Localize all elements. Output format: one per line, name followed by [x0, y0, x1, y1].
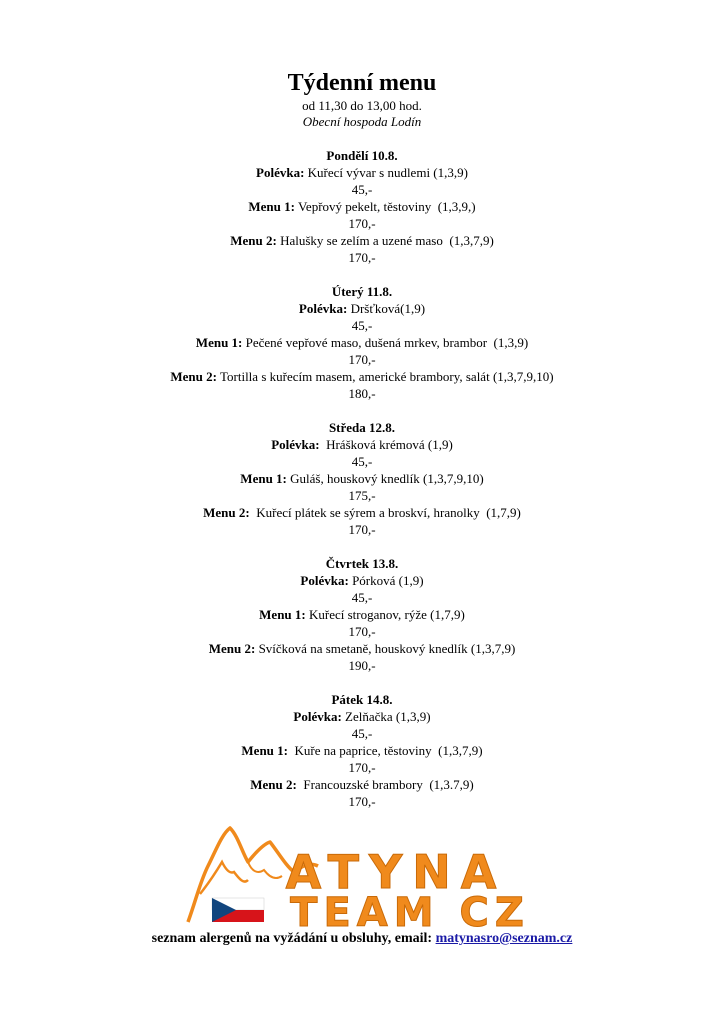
menu1-price: 170,- [348, 760, 376, 775]
matyna-team-logo [186, 822, 566, 932]
footer-note [0, 930, 724, 948]
day-block [0, 555, 724, 674]
menu1-dish: Pečené vepřové maso, dušená mrkev, brambor (1,3,9) [242, 335, 529, 350]
venue-name: Obecní hospoda Lodín [302, 114, 422, 129]
menu2-dish: Kuřecí plátek se sýrem a broskví, hranolky (1,7,9) [249, 505, 521, 520]
menu2-label: Menu 2: [170, 369, 217, 384]
soup-line [0, 436, 724, 453]
menu1-dish: Kuře na paprice, těstoviny (1,3,7,9) [288, 743, 483, 758]
menu2-dish: Francouzské brambory (1,3.7,9) [296, 777, 474, 792]
page-title: Týdenní menu [287, 70, 437, 96]
soup-price: 45,- [351, 590, 373, 605]
menu2-dish: Tortilla s kuřecím masem, americké brambory, salát (1,3,7,9,10) [216, 369, 554, 384]
day-block [0, 419, 724, 538]
day-name: Úterý 11.8. [331, 284, 393, 299]
soup-price: 45,- [351, 454, 373, 469]
soup-line [0, 708, 724, 725]
header [0, 68, 724, 130]
soup-dish: Hrášková krémová (1,9) [319, 437, 453, 452]
day-name: Pondělí 10.8. [326, 148, 398, 163]
mountain-ridge-icon [248, 862, 282, 878]
menu1-line [0, 198, 724, 215]
menu2-label: Menu 2: [208, 641, 256, 656]
menu1-line [0, 470, 724, 487]
menu2-line [0, 232, 724, 249]
menu1-dish: Guláš, houskový knedlík (1,3,7,9,10) [286, 471, 484, 486]
soup-line [0, 572, 724, 589]
soup-dish: Dršťková(1,9) [347, 301, 426, 316]
soup-dish: Pórková (1,9) [348, 573, 424, 588]
allergen-note: seznam alergenů na vyžádání u obsluhy, email: [151, 931, 436, 946]
czech-flag-icon [212, 898, 264, 922]
day-name: Čtvrtek 13.8. [325, 556, 399, 571]
menu2-dish: Svíčková na smetaně, houskový knedlík (1,3,7,9) [255, 641, 516, 656]
soup-price: 45,- [351, 318, 373, 333]
menu1-line [0, 334, 724, 351]
soup-dish: Zelňačka (1,3,9) [341, 709, 431, 724]
menu2-line [0, 776, 724, 793]
logo-text-line1: ATYNA [285, 845, 507, 899]
soup-line [0, 164, 724, 181]
menu2-price: 180,- [348, 386, 376, 401]
soup-label: Polévka: [298, 301, 348, 316]
menu2-line [0, 640, 724, 657]
menu1-dish: Kuřecí stroganov, rýže (1,7,9) [305, 607, 465, 622]
menu1-line [0, 606, 724, 623]
menu2-label: Menu 2: [230, 233, 277, 248]
menu1-label: Menu 1: [241, 743, 288, 758]
day-block [0, 147, 724, 266]
menu1-price: 170,- [348, 216, 376, 231]
menu1-price: 170,- [348, 352, 376, 367]
menu1-label: Menu 1: [240, 471, 287, 486]
menu1-dish: Vepřový pekelt, těstoviny (1,3,9,) [294, 199, 476, 214]
soup-label: Polévka: [300, 573, 349, 588]
days-list [0, 147, 724, 827]
soup-price: 45,- [351, 182, 373, 197]
menu1-label: Menu 1: [248, 199, 295, 214]
menu1-price: 170,- [348, 624, 376, 639]
day-name: Pátek 14.8. [331, 692, 393, 707]
soup-label: Polévka: [271, 437, 320, 452]
soup-dish: Kuřecí vývar s nudlemi (1,3,9) [304, 165, 468, 180]
menu2-label: Menu 2: [250, 777, 297, 792]
soup-price: 45,- [351, 726, 373, 741]
menu1-label: Menu 1: [259, 607, 306, 622]
menu1-label: Menu 1: [195, 335, 243, 350]
email-link[interactable]: matynasro@seznam.cz [435, 931, 573, 946]
menu2-price: 190,- [348, 658, 376, 673]
menu2-label: Menu 2: [203, 505, 250, 520]
menu1-price: 175,- [348, 488, 376, 503]
menu2-price: 170,- [348, 522, 376, 537]
menu2-price: 170,- [348, 794, 376, 809]
soup-line [0, 300, 724, 317]
day-name: Středa 12.8. [328, 420, 396, 435]
day-block [0, 283, 724, 402]
logo-text-line2: TEAM CZ [290, 890, 530, 932]
soup-label: Polévka: [256, 165, 305, 180]
menu2-line [0, 504, 724, 521]
menu1-line [0, 742, 724, 759]
menu2-dish: Halušky se zelím a uzené maso (1,3,7,9) [276, 233, 494, 248]
menu2-price: 170,- [348, 250, 376, 265]
opening-hours: od 11,30 do 13,00 hod. [302, 98, 422, 113]
soup-label: Polévka: [293, 709, 342, 724]
menu2-line [0, 368, 724, 385]
day-block [0, 691, 724, 810]
